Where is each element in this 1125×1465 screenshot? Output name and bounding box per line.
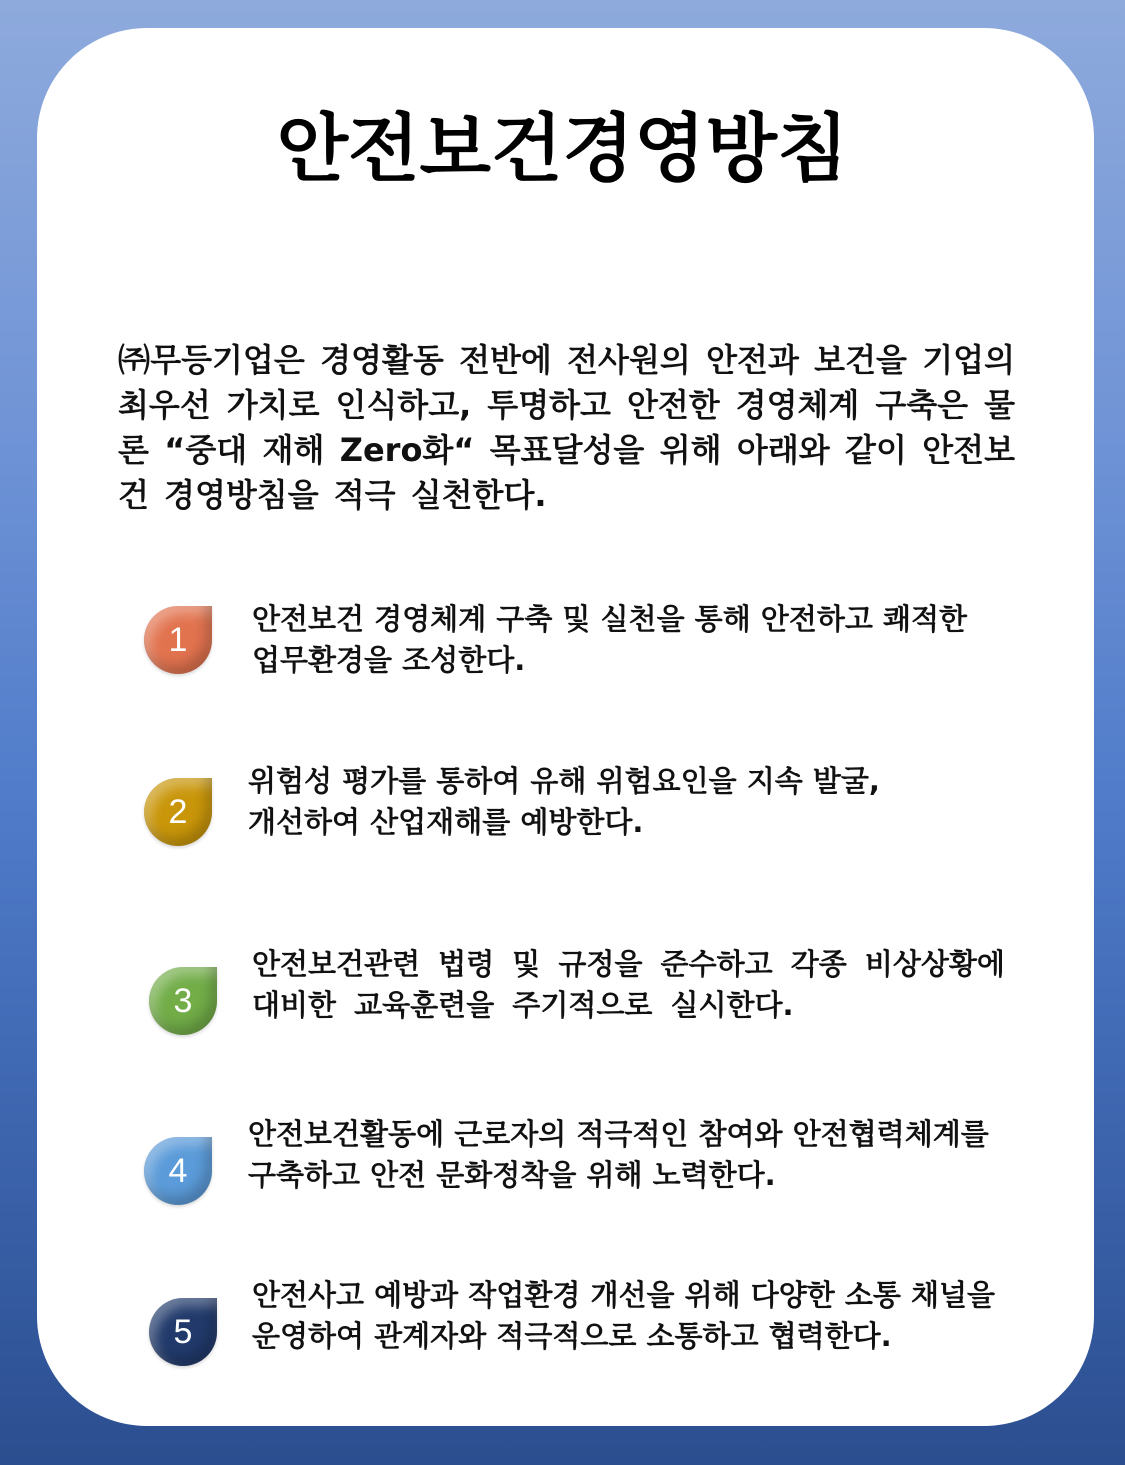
policy-text-1-line1: 안전보건 경영체계 구축 및 실천을 통해 안전하고 쾌적한 [252,602,967,636]
policy-text-5-line1: 안전사고 예방과 작업환경 개선을 위해 다양한 소통 채널을 [252,1278,996,1312]
policy-text-4 [248,1114,1018,1196]
policy-text-4-line1: 안전보건활동에 근로자의 적극적인 참여와 안전협력체계를 [248,1117,989,1151]
policy-text-1-line2: 업무환경을 조성한다. [252,643,526,677]
policy-card [37,28,1094,1426]
policy-text-5-line2: 운영하여 관계자와 적극적으로 소통하고 협력한다. [252,1319,892,1353]
number-badge-2: 2 [144,778,212,846]
policy-text-2-line2: 개선하여 산업재해를 예방한다. [248,805,644,839]
policy-text-4-line2: 구축하고 안전 문화정착을 위해 노력한다. [248,1158,776,1192]
policy-text-3 [252,944,1022,1026]
policy-text-5 [252,1275,1022,1357]
policy-text-2 [248,761,948,843]
number-badge-1: 1 [144,606,212,674]
page-title: 안전보건경영방침 [276,106,849,192]
number-badge-5: 5 [149,1298,217,1366]
policy-text-3-line2: 대비한 교육훈련을 주기적으로 실시한다. [252,988,794,1022]
number-badge-4: 4 [144,1137,212,1205]
policy-text-2-line1: 위험성 평가를 통하여 유해 위험요인을 지속 발굴, [248,764,880,798]
number-badge-3: 3 [149,967,217,1035]
policy-text-3-line1: 안전보건관련 법령 및 규정을 준수하고 각종 비상상황에 [252,947,1005,981]
policy-text-1 [252,599,992,681]
intro-paragraph: ㈜무등기업은 경영활동 전반에 전사원의 안전과 보건을 기업의 최우선 가치로 인식하고, 투명하고 안전한 경영체계 구축은 물론 “중대 재해 Zero화“ 목표달성을 위해 아래와 같이 안전보건 경영방침을 적극 실천한다. [118,341,1015,514]
